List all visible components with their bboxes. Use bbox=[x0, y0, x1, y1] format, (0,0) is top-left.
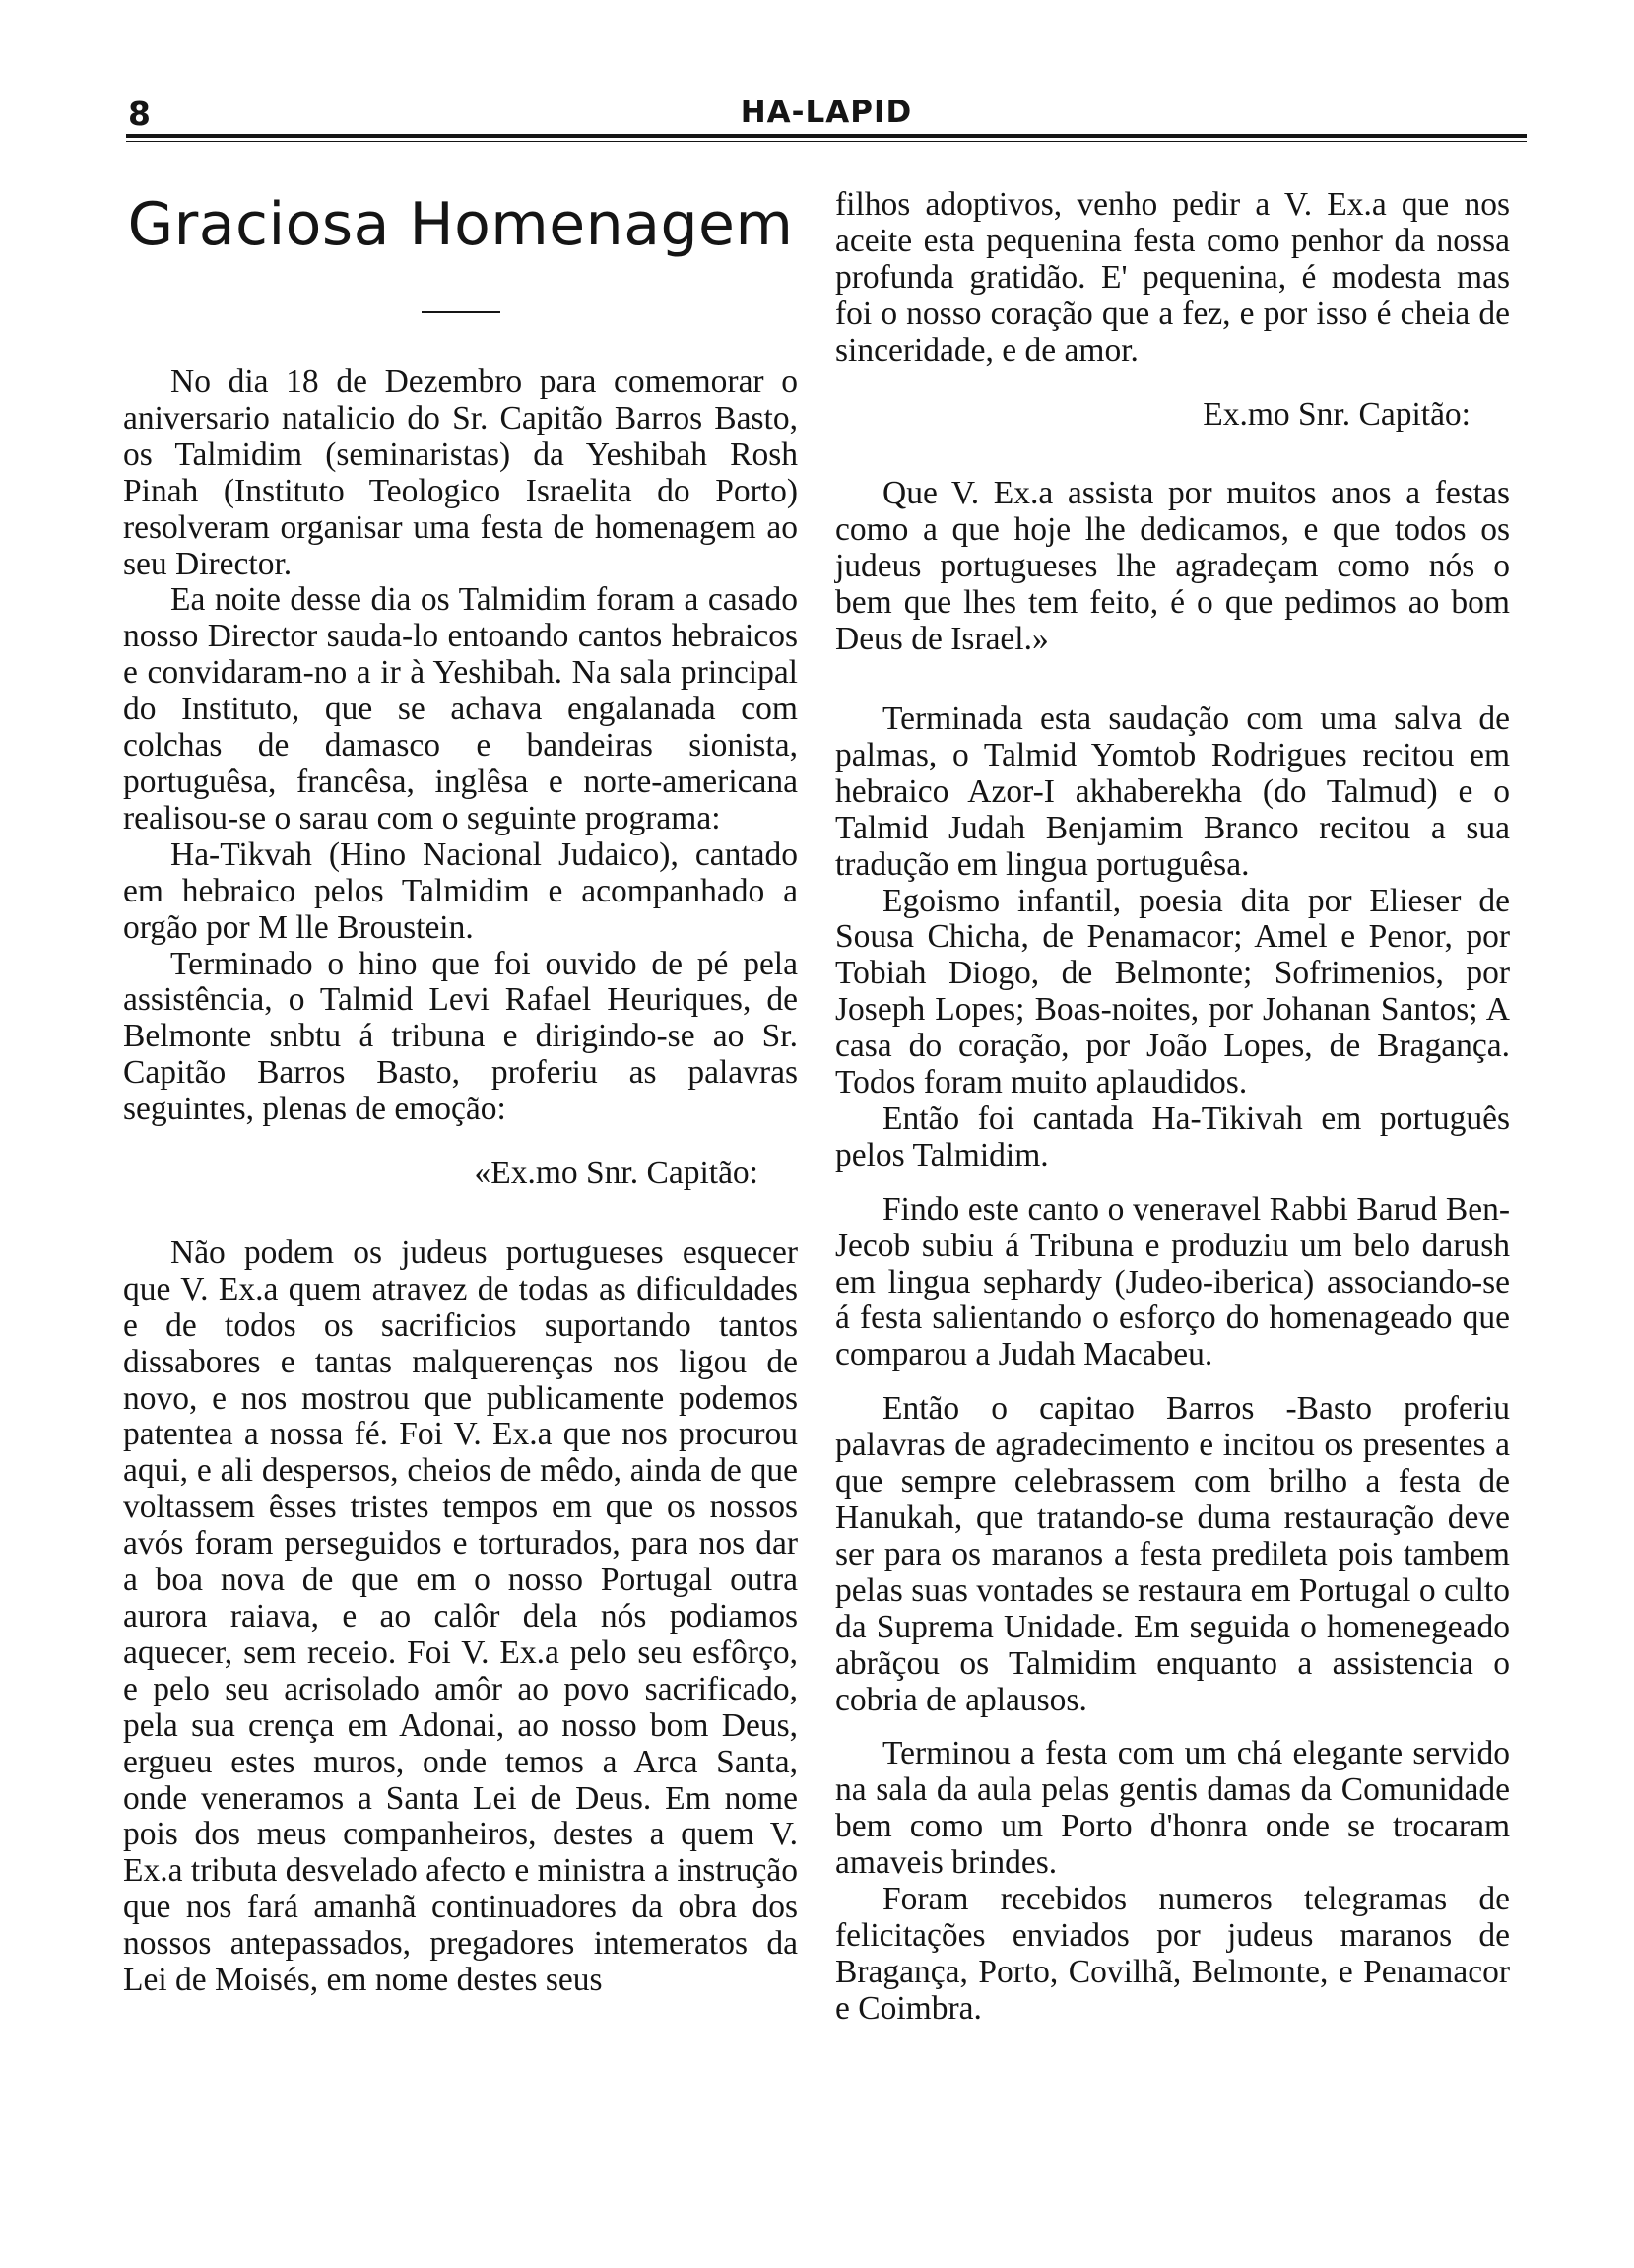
article-title: Graciosa Homenagem bbox=[127, 190, 794, 259]
paragraph: Que V. Ex.a assista por muitos anos a festas como a que hoje lhe dedicamos, e que todos os judeus portugueses lhe agradeçam como nós o bem que lhes tem feito, é o que pedimos ao bom Deus de Israel.» bbox=[835, 475, 1510, 658]
paragraph: Ha-Tikvah (Hino Nacional Judaico), cantado em hebraico pelos Talmidim e acompanhado a orgão por M lle Broustein. bbox=[123, 835, 798, 946]
page-header bbox=[126, 95, 1527, 142]
paragraph: Terminou a festa com um chá elegante servido na sala da aula pelas gentis damas da Comunidade bem como um Porto d'honra onde se trocaram amaveis brindes. bbox=[835, 1735, 1510, 1882]
paragraph: No dia 18 de Dezembro para comemorar o aniversario natalicio do Sr. Capitão Barros Basto, os Talmidim (seminaristas) da Yeshibah Rosh Pinah (Instituto Teologico Israelita do Porto) resolveram organisar uma festa de homenagem ao seu Director. bbox=[123, 364, 798, 582]
paragraph: Não podem os judeus portugueses esquecer que V. Ex.a quem atravez de todas as dificuldades e de todos os sacrificios suportando tantos dissabores e tantas malquerenças nos ligou de novo, e nos mostrou que publicamente podemos patentea a nossa fé. Foi V. Ex.a que nos procurou aqui, e ali despersos, cheios de mêdo, ainda de que voltassem êsses tristes tempos em que os nossos avós foram perseguidos e torturados, para nos dar a boa nova de que em o nosso Portugal outra aurora raiava, e ao calôr dela nós podiamos aquecer, sem receio. Foi V. Ex.a pelo seu esfôrço, e pelo seu acrisolado amôr ao povo sacrificado, pela sua crença em Adonai, ao nosso bom Deus, ergueu estes muros, onde temos a Arca Santa, onde veneramos a Santa Lei de Deus. Em nome pois dos meus companheiros, destes a quem V. Ex.a tributa desvelado afecto e ministra a instrução que nos fará amanhã continuadores da obra dos nossos antepassados, pregadores intemeratos da Lei de Moisés, em nome destes seus bbox=[123, 1234, 798, 1999]
header-rule bbox=[126, 134, 1527, 138]
paragraph: Foram recebidos numeros telegramas de felicitações enviados por judeus maranos de Bragança, Porto, Covilhã, Belmonte, e Penamacor e Coimbra. bbox=[835, 1881, 1510, 2027]
salutation: «Ex.mo Snr. Capitão: bbox=[474, 1155, 758, 1192]
running-title: HA-LAPID bbox=[740, 95, 913, 130]
paragraph: Ea noite desse dia os Talmidim foram a casado nosso Director sauda-lo entoando cantos hebraicos e convidaram-no a ir à Yeshibah. Na sala principal do Instituto, que se achava engalanada com colchas de damasco e bandeiras sionista, portuguêsa, francêsa, inglêsa e norte-americana realisou-se o sarau com o seguinte programa: bbox=[123, 581, 798, 836]
paragraph: Terminado o hino que foi ouvido de pé pela assistência, o Talmid Levi Rafael Heuriques, de Belmonte snbtu á tribuna e dirigindo-se ao Sr. Capitão Barros Basto, proferiu as palavras seguintes, plenas de emoção: bbox=[123, 945, 798, 1128]
left-column bbox=[123, 187, 798, 1999]
salutation: Ex.mo Snr. Capitão: bbox=[1203, 395, 1471, 433]
page-number: 8 bbox=[128, 95, 151, 133]
paragraph: filhos adoptivos, venho pedir a V. Ex.a que nos aceite esta pequenina festa como penhor da nossa profunda gratidão. E' pequenina, é modesta mas foi o nosso coração que a fez, e por isso é cheia de sinceridade, e de amor. bbox=[835, 186, 1510, 368]
paragraph: Egoismo infantil, poesia dita por Elieser de Sousa Chicha, de Penamacor; Amel e Penor, por Tobiah Diogo, de Belmonte; Sofrimenios, por Joseph Lopes; Boas-noites, por Johanan Santos; A casa do coração, por João Lopes, de Bragança. Todos foram muito aplaudidos. bbox=[835, 882, 1510, 1101]
title-divider bbox=[422, 311, 500, 313]
right-column bbox=[835, 187, 1510, 2028]
header-rule-thin bbox=[126, 141, 1527, 142]
paragraph: Então o capitao Barros -Basto proferiu palavras de agradecimento e incitou os presentes a que sempre celebrassem com brilho a festa de Hanukah, que tratando-se duma restauração deve ser para os maranos a festa predileta pois tambem pelas suas vontades se restaura em Portugal o culto da Suprema Unidade. Em seguida o homenegeado abrãçou os Talmidim enquanto a assistencia o cobria de aplausos. bbox=[835, 1390, 1510, 1718]
paragraph: Terminada esta saudação com uma salva de palmas, o Talmid Yomtob Rodrigues recitou em hebraico Azor-I akhaberekha (do Talmud) e o Talmid Judah Benjamim Branco recitou a sua tradução em lingua portuguêsa. bbox=[835, 700, 1510, 883]
paragraph: Então foi cantada Ha-Tikivah em português pelos Talmidim. bbox=[835, 1100, 1510, 1173]
paragraph: Findo este canto o veneravel Rabbi Barud Ben-Jecob subiu á Tribuna e produziu um belo darush em lingua sephardy (Judeo-iberica) associando-se á festa salientando o esforço do homenageado que comparou a Judah Macabeu. bbox=[835, 1190, 1510, 1373]
